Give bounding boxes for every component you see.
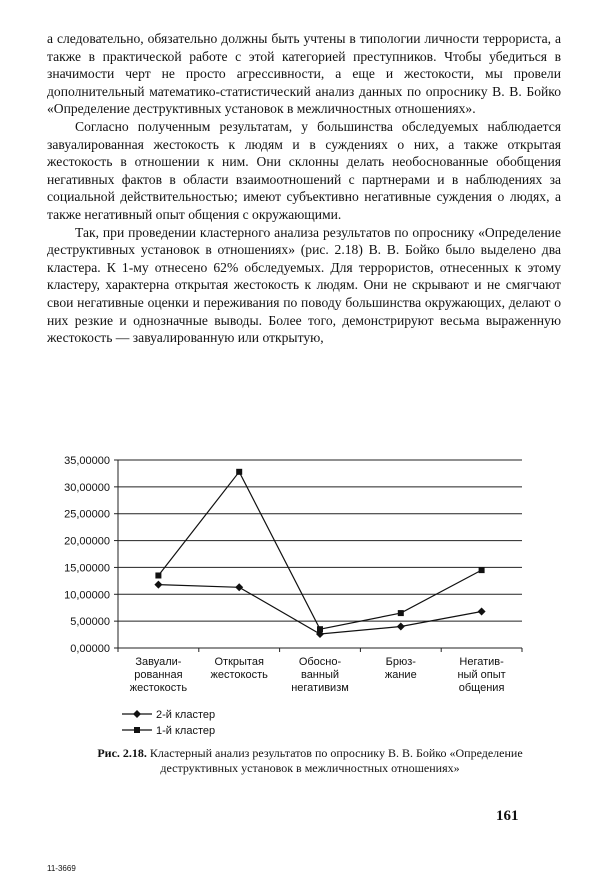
y-axis-ticks <box>64 455 118 655</box>
x-tick-label: Обосно- <box>298 656 342 668</box>
data-point <box>236 469 242 475</box>
x-tick-label: Брюз- <box>385 656 416 668</box>
data-point <box>155 572 161 578</box>
y-tick-label: 20,00000 <box>64 535 110 548</box>
body-text <box>47 30 561 347</box>
data-point <box>398 610 404 616</box>
x-tick-label: Завуали- <box>135 656 182 668</box>
paragraph-3: Так, при проведении кластерного анализа результатов по опроснику «Определение деструктивных установок в отношениях» (рис. 2.18) В. В. Бойко было выделено два кластера. К 1-му отнесено 62% обследуемых. Для террористов, отнесенных к этому кластеру, характерна открытая жестокость к людям. Они не скрывают и не смягчают свои негативные оценки и переживания по поводу большинства окружающих, делают о них резкие и однозначные выводы. Более того, демонстрируют весьма выраженную жестокость — завуалированную или открытую, <box>47 224 561 346</box>
paragraph-1: а следовательно, обязательно должны быть учтены в типологии личности террориста, а также в практической работе с этой категорией преступников. Чтобы убедиться в значимости черт не просто агрессивности, а еще и жестокости, мы провели дополнительный математико-статистический анализ данных по опроснику В. В. Бойко «Определение деструктивных установок в межличностных отношениях». <box>47 31 561 117</box>
cluster-line-chart <box>30 446 530 744</box>
data-point <box>397 623 405 631</box>
data-point <box>479 567 485 573</box>
legend-label: 1-й кластер <box>156 725 216 737</box>
x-axis-ticks <box>130 656 506 694</box>
series-line-2 <box>158 472 481 629</box>
x-tick-label: рованная <box>134 669 183 681</box>
y-tick-label: 15,00000 <box>64 562 110 575</box>
data-point <box>235 583 243 591</box>
y-tick-label: 35,00000 <box>64 455 110 467</box>
data-point <box>154 581 162 589</box>
chart-legend <box>122 709 215 737</box>
x-tick-label: ванный <box>300 669 340 681</box>
page-number: 161 <box>496 808 519 824</box>
legend-label: 2-й кластер <box>156 709 216 721</box>
x-tick-label: Открытая <box>214 656 264 668</box>
figure-caption <box>90 746 530 776</box>
legend-marker <box>133 710 141 718</box>
x-tick-label: жестокость <box>129 682 188 694</box>
x-tick-label: Негатив- <box>459 656 504 668</box>
caption-text: Кластерный анализ результатов по опроснику В. В. Бойко «Определение деструктивных установок в межличностных отношениях» <box>149 746 523 775</box>
chart-series <box>154 469 485 638</box>
paragraph-2: Согласно полученным результатам, у большинства обследуемых наблюдается завуалированная жестокость к людям и в суждениях о них, а также открытая жестокость в отношении к ним. Они склонны делать необоснованные обобщения негативных фактов в области взаимоотношений с партнерами и в наблюдениях за социальной действительностью; имеют субъективно негативные суждения о людях, а также негативный опыт общения с окружающими. <box>47 118 561 222</box>
data-point <box>478 607 486 615</box>
y-tick-label: 10,00000 <box>64 589 110 602</box>
x-tick-label: жестокость <box>210 669 268 681</box>
x-tick-label: ный опыт <box>457 669 506 681</box>
y-tick-label: 25,00000 <box>64 508 110 521</box>
chart-grid <box>118 460 522 621</box>
caption-label: Рис. 2.18. <box>97 746 147 760</box>
x-tick-label: жание <box>384 669 417 681</box>
x-tick-label: общения <box>458 682 505 694</box>
data-point <box>317 626 323 632</box>
y-tick-label: 0,00000 <box>70 643 110 655</box>
y-tick-label: 5,00000 <box>70 616 110 629</box>
x-tick-label: негативизм <box>291 682 349 694</box>
chart-axes <box>118 460 522 652</box>
printer-signature: 11-3669 <box>47 864 76 873</box>
y-tick-label: 30,00000 <box>64 481 110 494</box>
legend-marker <box>134 727 140 733</box>
